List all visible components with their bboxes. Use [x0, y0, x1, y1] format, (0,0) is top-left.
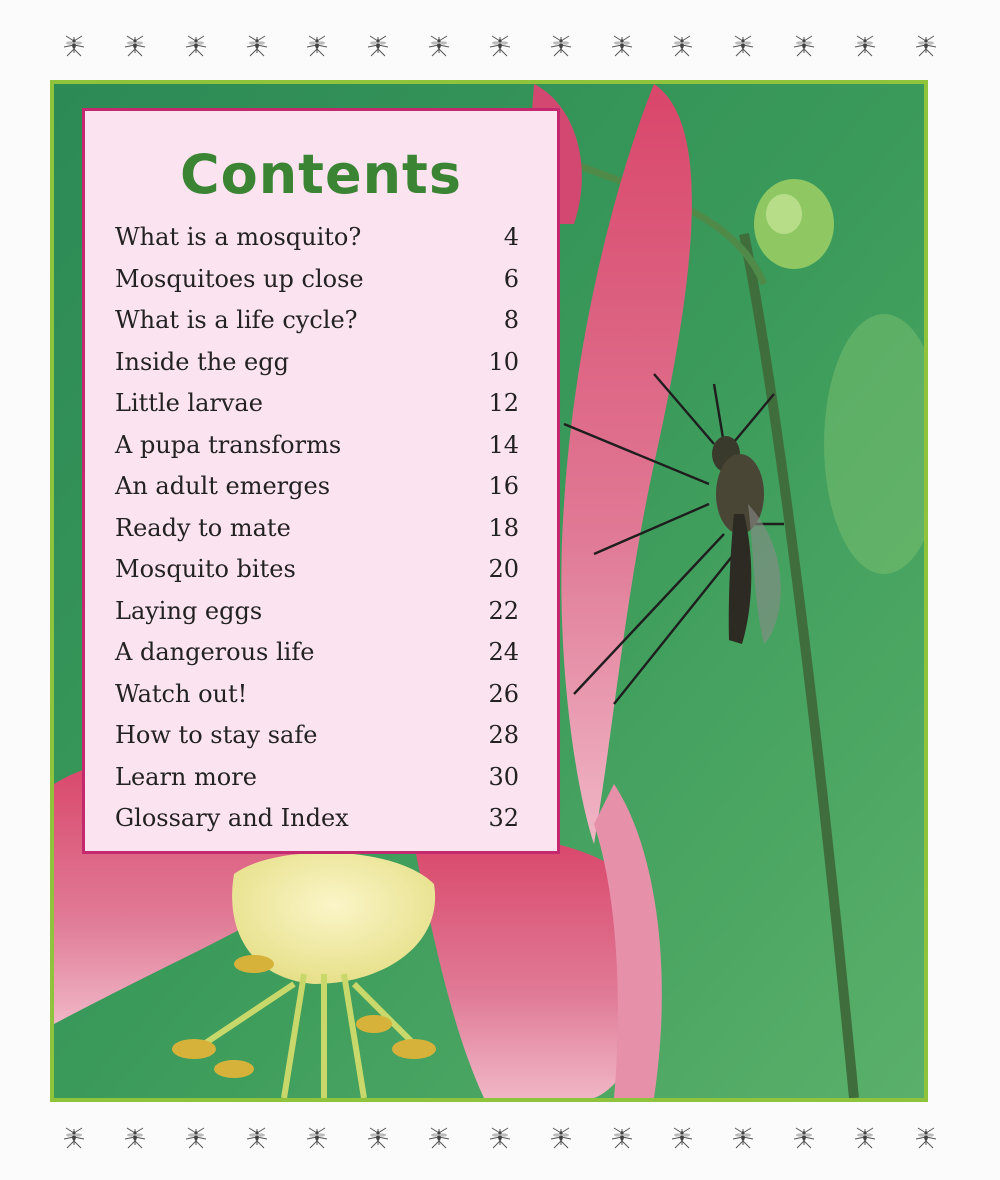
- mosquito-icon: [547, 31, 575, 59]
- mosquito-icon: [912, 1123, 940, 1151]
- entry-label: Mosquitoes up close: [115, 264, 364, 293]
- mosquito-icon: [182, 31, 210, 59]
- mosquito-icon: [668, 31, 696, 59]
- mosquito-icon: [364, 31, 392, 59]
- top-mosquito-border: [60, 30, 940, 60]
- mosquito-icon: [729, 31, 757, 59]
- contents-entry: [115, 514, 519, 556]
- mosquito-icon: [182, 1123, 210, 1151]
- contents-entry: [115, 680, 519, 722]
- entry-label: Ready to mate: [115, 513, 291, 542]
- entry-label: Inside the egg: [115, 347, 289, 376]
- mosquito-icon: [486, 31, 514, 59]
- mosquito-icon: [851, 1123, 879, 1151]
- mosquito-icon: [790, 31, 818, 59]
- entry-page-number: 22: [488, 596, 519, 625]
- contents-entry: [115, 597, 519, 639]
- contents-entry: [115, 265, 519, 307]
- mosquito-icon: [425, 31, 453, 59]
- entry-label: Watch out!: [115, 679, 248, 708]
- entry-label: What is a life cycle?: [115, 306, 358, 334]
- contents-entry: [115, 804, 519, 846]
- entry-page-number: 32: [488, 804, 519, 832]
- entry-label: Mosquito bites: [115, 555, 296, 583]
- entry-page-number: 20: [488, 555, 519, 583]
- mosquito-icon: [486, 1123, 514, 1151]
- mosquito-icon: [547, 1123, 575, 1151]
- contents-list: [115, 223, 519, 846]
- entry-label: A pupa transforms: [115, 430, 342, 459]
- entry-page-number: 18: [488, 513, 519, 542]
- mosquito-icon: [121, 31, 149, 59]
- mosquito-icon: [364, 1123, 392, 1151]
- contents-entry: [115, 472, 519, 514]
- mosquito-icon: [608, 1123, 636, 1151]
- entry-label: Little larvae: [115, 389, 263, 417]
- contents-entry: [115, 638, 519, 680]
- mosquito-icon: [60, 1123, 88, 1151]
- entry-page-number: 30: [488, 762, 519, 791]
- entry-label: What is a mosquito?: [115, 223, 362, 251]
- mosquito-icon: [790, 1123, 818, 1151]
- contents-entry: [115, 348, 519, 390]
- entry-label: Laying eggs: [115, 596, 263, 625]
- entry-label: Learn more: [115, 762, 257, 791]
- entry-label: An adult emerges: [115, 472, 331, 500]
- entry-page-number: 12: [488, 389, 519, 417]
- contents-entry: [115, 389, 519, 431]
- mosquito-icon: [303, 31, 331, 59]
- contents-entry: [115, 555, 519, 597]
- mosquito-icon: [729, 1123, 757, 1151]
- contents-entry: [115, 721, 519, 763]
- entry-label: How to stay safe: [115, 721, 318, 749]
- entry-label: A dangerous life: [115, 638, 315, 666]
- mosquito-icon: [608, 31, 636, 59]
- entry-page-number: 8: [503, 306, 519, 334]
- mosquito-icon: [303, 1123, 331, 1151]
- entry-page-number: 28: [488, 721, 519, 749]
- entry-page-number: 6: [503, 264, 519, 293]
- contents-entry: [115, 763, 519, 805]
- contents-entry: [115, 306, 519, 348]
- entry-page-number: 16: [488, 472, 519, 500]
- bottom-mosquito-border: [60, 1122, 940, 1152]
- contents-title: Contents: [179, 143, 462, 206]
- contents-entry: [115, 223, 519, 265]
- entry-page-number: 24: [488, 638, 519, 666]
- entry-page-number: 10: [488, 347, 519, 376]
- mosquito-icon: [60, 31, 88, 59]
- mosquito-icon: [851, 31, 879, 59]
- mosquito-icon: [243, 1123, 271, 1151]
- mosquito-icon: [668, 1123, 696, 1151]
- mosquito-icon: [243, 31, 271, 59]
- entry-page-number: 14: [488, 430, 519, 459]
- entry-page-number: 4: [503, 223, 519, 251]
- mosquito-icon: [121, 1123, 149, 1151]
- entry-page-number: 26: [488, 679, 519, 708]
- contents-panel: [82, 108, 560, 854]
- contents-entry: [115, 431, 519, 473]
- mosquito-icon: [425, 1123, 453, 1151]
- entry-label: Glossary and Index: [115, 804, 349, 832]
- mosquito-icon: [912, 31, 940, 59]
